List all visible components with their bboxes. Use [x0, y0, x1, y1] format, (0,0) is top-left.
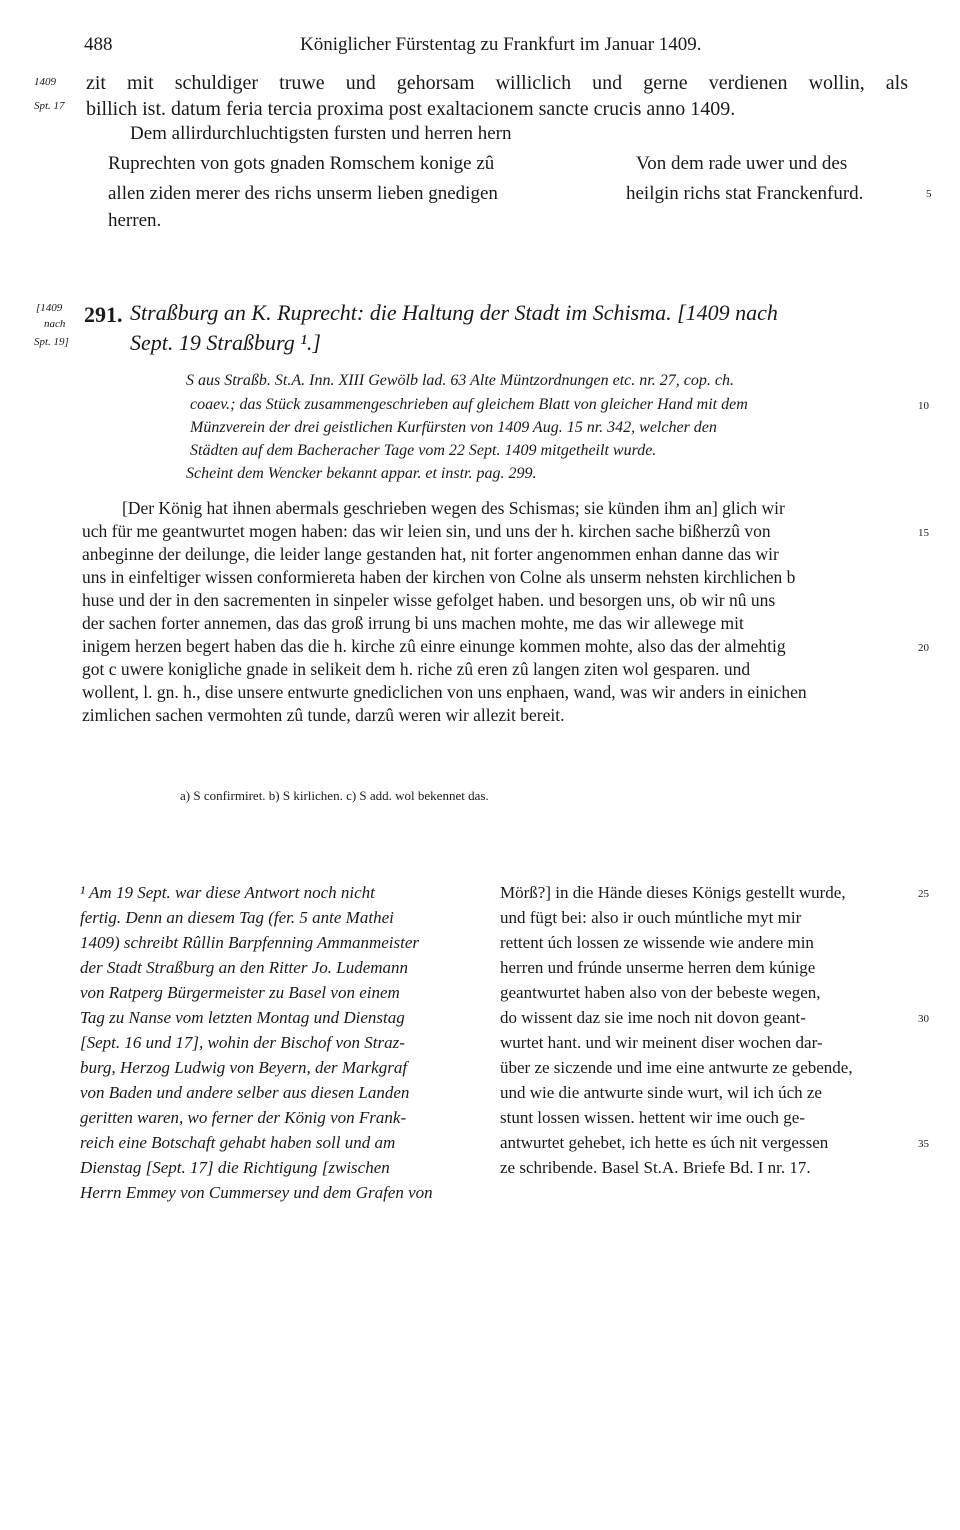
text-line: anbeginne der deilunge, die leider lange gestanden hat, nit forter angenommen enhan danne das wir: [82, 544, 779, 564]
footnote-line: Herrn Emmey von Cummersey und dem Grafen von: [80, 1183, 433, 1202]
footnote-line: burg, Herzog Ludwig von Beyern, der Markgraf: [80, 1058, 408, 1077]
footnote-line: Dienstag [Sept. 17] die Richtigung [zwischen: [80, 1158, 390, 1177]
footnote-line: antwurtet gehebet, ich hette es úch nit vergessen: [500, 1133, 829, 1152]
apparatus: a) S confirmiret. b) S kirlichen. c) S add. wol bekennet das.: [180, 788, 489, 803]
letter-line: zit mit schuldiger truwe und gehorsam williclich und gerne verdienen wollin, als: [86, 72, 908, 94]
footnote-line: über ze siczende und ime eine antwurte ze gebende,: [500, 1058, 853, 1077]
line-number: 35: [918, 1138, 929, 1150]
text-line: der sachen forter annemen, das das groß irrung bi uns machen mohte, me das wir allewege mit: [82, 613, 744, 633]
line-number: 15: [918, 527, 929, 539]
address-line: Ruprechten von gots gnaden Romschem konige zû: [108, 153, 495, 174]
source-line: coaev.; das Stück zusammengeschrieben auf gleichem Blatt von gleicher Hand mit dem: [190, 396, 748, 413]
footnote-line: Tag zu Nanse vom letzten Montag und Dienstag: [80, 1008, 405, 1027]
margin-date: nach: [44, 318, 66, 330]
line-number: 20: [918, 642, 929, 654]
footnote-line: von Ratperg Bürgermeister zu Basel von einem: [80, 983, 400, 1002]
running-title: Königlicher Fürstentag zu Frankfurt im Januar 1409.: [300, 34, 702, 55]
text-line: uch für me geantwurtet mogen haben: das wir leien sin, und uns der h. kirchen sache bißherzû von: [82, 521, 771, 541]
text-line: wollent, l. gn. h., dise unsere entwurte gnediclichen von uns enphaen, wand, was wir anders in einichen: [82, 682, 807, 702]
text-line: [Der König hat ihnen abermals geschrieben wegen des Schismas; sie künden ihm an] glich wir: [122, 498, 785, 518]
sender-line: heilgin richs stat Franckenfurd.: [626, 183, 864, 204]
line-number: 10: [918, 400, 929, 412]
footnote-line: fertig. Denn an diesem Tag (fer. 5 ante Mathei: [80, 908, 394, 927]
margin-date: Spt. 19]: [34, 336, 69, 348]
margin-date: 1409: [34, 76, 56, 88]
document-title: Straßburg an K. Ruprecht: die Haltung der Stadt im Schisma. [1409 nach: [130, 300, 778, 325]
page-number: 488: [84, 34, 113, 55]
footnote-line: wurtet hant. und wir meinent diser wochen dar-: [500, 1033, 823, 1052]
sender-line: Von dem rade uwer und des: [636, 153, 848, 174]
footnote-line: der Stadt Straßburg an den Ritter Jo. Ludemann: [80, 958, 409, 977]
footnote-line: geritten waren, wo ferner der König von Frank-: [80, 1108, 407, 1127]
footnote-line: und wie die antwurte sinde wurt, wil ich úch ze: [500, 1083, 822, 1102]
footnote-line: herren und frúnde unserme herren dem kúnige: [500, 958, 816, 977]
source-line: Münzverein der drei geistlichen Kurfürsten von 1409 Aug. 15 nr. 342, welcher den: [190, 419, 717, 436]
line-number: 5: [926, 188, 932, 200]
margin-date: Spt. 17: [34, 100, 65, 112]
line-number: 25: [918, 888, 929, 900]
text-line: inigem herzen begert haben das die h. kirche zû einre einunge kommen mohte, also das der almehtig: [82, 636, 786, 656]
footnote-line: rettent úch lossen ze wissende wie andere min: [500, 933, 814, 952]
document-title: Sept. 19 Straßburg ¹.]: [130, 330, 321, 355]
footnote-line: von Baden und andere selber aus diesen Landen: [80, 1083, 410, 1102]
source-line: Scheint dem Wencker bekannt appar. et instr. pag. 299.: [186, 465, 537, 482]
text-line: got c uwere konigliche gnade in selikeit dem h. riche zû eren zû langen ziten wol gesparen. und: [82, 659, 751, 679]
footnote-line: do wissent daz sie ime noch nit dovon geant-: [500, 1008, 806, 1027]
margin-date: [1409: [36, 302, 63, 314]
address-line: allen ziden merer des richs unserm lieben gnedigen: [108, 183, 498, 204]
address-line: Dem allirdurchluchtigsten fursten und herren hern: [130, 123, 512, 144]
footnote-line: ¹ Am 19 Sept. war diese Antwort noch nicht: [80, 883, 375, 902]
footnote-line: und fügt bei: also ir ouch múntliche myt mir: [500, 908, 802, 927]
text-line: zimlichen sachen vermohten zû tunde, darzû weren wir allezit bereit.: [82, 705, 565, 725]
document-number: 291.: [84, 302, 123, 327]
footnote-line: [Sept. 16 und 17], wohin der Bischof von Straz-: [80, 1033, 405, 1052]
footnote-line: reich eine Botschaft gehabt haben soll und am: [80, 1133, 396, 1152]
letter-line: billich ist. datum feria tercia proxima post exaltacionem sancte crucis anno 1409.: [86, 98, 736, 120]
text-line: huse und der in den sacrementen in sinpeler wisse gefolget haben. und besorgen uns, ob wir nû uns: [82, 590, 776, 610]
line-number: 30: [918, 1013, 929, 1025]
text-line: uns in einfeltiger wissen conformiereta haben der kirchen von Colne als unserm nehsten kirchlichen b: [82, 567, 796, 587]
footnote-line: ze schribende. Basel St.A. Briefe Bd. I nr. 17.: [500, 1158, 811, 1177]
footnote-line: Mörß?] in die Hände dieses Königs gestellt wurde,: [500, 883, 846, 902]
footnote-line: stunt lossen wissen. hettent wir ime ouch ge-: [500, 1108, 806, 1127]
footnote-line: geantwurtet haben also von der bebeste wegen,: [500, 983, 821, 1002]
address-line: herren.: [108, 210, 162, 231]
source-line: Städten auf dem Bacheracher Tage vom 22 Sept. 1409 mitgetheilt wurde.: [190, 442, 657, 459]
source-line: S aus Straßb. St.A. Inn. XIII Gewölb lad. 63 Alte Müntzordnungen etc. nr. 27, cop. ch.: [186, 372, 734, 389]
footnote-line: 1409) schreibt Rûllin Barpfenning Ammanmeister: [80, 933, 420, 952]
